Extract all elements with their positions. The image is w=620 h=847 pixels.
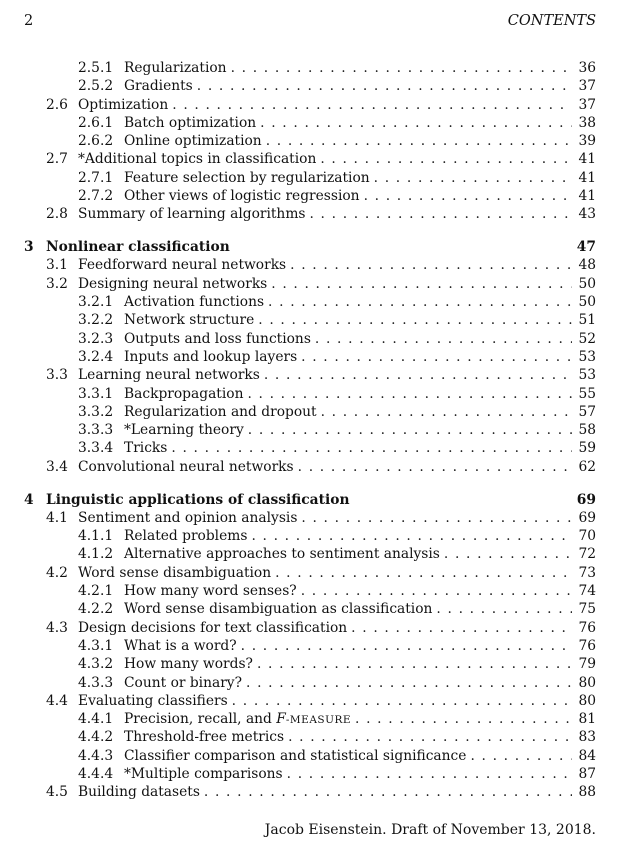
toc-dot-leader [301, 348, 572, 366]
toc-entry-number: 4.3.1 [78, 637, 114, 654]
toc-entry-title [124, 439, 171, 457]
toc-entry-title [124, 187, 364, 205]
toc-entry-title [124, 330, 315, 348]
toc-subsection-row[interactable] [24, 439, 596, 457]
toc-chapter-row[interactable] [24, 238, 596, 256]
toc-page-number: 52 [578, 330, 596, 347]
toc-entry-title-text: Backpropagation [124, 385, 244, 402]
toc-page-number: 87 [578, 765, 596, 782]
toc-entry-title-text: *Additional topics in classification [78, 151, 317, 168]
toc-entry-title [124, 403, 321, 421]
toc-page-number: 41 [578, 188, 596, 205]
toc-section-row[interactable] [24, 458, 596, 476]
toc-dot-leader [251, 527, 572, 545]
toc-page-number: 59 [578, 440, 596, 457]
toc-entry-number: 2.5.1 [78, 60, 114, 76]
toc-section-row[interactable] [24, 509, 596, 527]
toc-entry-title [124, 293, 268, 311]
toc-dot-leader [374, 169, 572, 187]
toc-page-number: 72 [578, 546, 596, 563]
toc-page-number: 80 [578, 674, 596, 691]
toc-subsection-row[interactable] [24, 765, 596, 783]
toc-page-number: 57 [578, 403, 596, 420]
toc-entry-title [78, 619, 351, 637]
toc-dot-leader [444, 545, 572, 563]
toc-dot-leader [298, 458, 572, 476]
toc-subsection-row[interactable] [24, 600, 596, 618]
toc-entry-title-text: Related problems [124, 528, 248, 545]
toc-page-number: 58 [578, 422, 596, 439]
toc-entry-title [124, 728, 288, 746]
toc-entry-title-text: Building datasets [78, 784, 200, 801]
toc-page-number: 55 [578, 385, 596, 402]
toc-dot-leader [436, 600, 572, 618]
toc-entry-number: 4.1 [46, 509, 68, 526]
toc-entry-title [78, 275, 271, 293]
toc-page-number: 50 [578, 275, 596, 292]
toc-entry-title [124, 421, 248, 439]
toc-dot-leader [287, 765, 572, 783]
toc-page-number: 76 [578, 637, 596, 654]
toc-entry-number: 4.4.4 [78, 765, 114, 782]
toc-entry-number: 4.1.2 [78, 546, 114, 563]
toc-dot-leader [204, 783, 572, 801]
toc-entry-number: 3.1 [46, 257, 68, 274]
toc-entry-title-text: Optimization [78, 96, 169, 113]
toc-entry-number: 3.2.1 [78, 294, 114, 311]
toc-entry-title-text: Convolutional neural networks [78, 458, 294, 475]
toc-entry-title-text: Outputs and loss functions [124, 330, 311, 347]
toc-entry-number: 2.7.2 [78, 188, 114, 205]
toc-dot-leader [290, 256, 572, 274]
toc-entry-title [78, 692, 232, 710]
toc-entry-number: 2.7.1 [78, 169, 114, 186]
toc-entry-title [46, 491, 353, 509]
table-of-contents [24, 59, 596, 802]
toc-entry-number: 3.3.4 [78, 440, 114, 457]
toc-entry-title [124, 311, 258, 329]
toc-entry-title-text: Learning neural networks [78, 367, 260, 384]
toc-entry-title [78, 205, 309, 223]
toc-entry-title-text: Evaluating classifiers [78, 692, 228, 709]
toc-dot-leader [315, 330, 572, 348]
toc-subsection-row[interactable] [24, 169, 596, 187]
toc-section-row[interactable] [24, 619, 596, 637]
toc-section-row[interactable] [24, 275, 596, 293]
toc-entry-title [124, 114, 260, 132]
toc-entry-number: 3.3.2 [78, 403, 114, 420]
toc-subsection-row[interactable] [24, 59, 596, 77]
toc-entry-title-text: Batch optimization [124, 114, 257, 131]
toc-entry-title [124, 765, 287, 783]
toc-entry-title [78, 458, 298, 476]
toc-subsection-row[interactable] [24, 132, 596, 150]
toc-entry-number: 4.2 [46, 564, 68, 581]
toc-dot-leader [271, 275, 572, 293]
toc-page-number: 41 [578, 169, 596, 186]
toc-entry-number: 3.2.3 [78, 330, 114, 347]
toc-entry-title-text: Online optimization [124, 133, 262, 150]
toc-page-number: 88 [578, 784, 596, 801]
toc-entry-title [78, 509, 301, 527]
toc-subsection-row[interactable] [24, 77, 596, 95]
toc-dot-leader [470, 747, 572, 765]
toc-entry-title [124, 747, 470, 765]
toc-entry-title [124, 77, 197, 95]
toc-page-number: 50 [578, 294, 596, 311]
toc-page-number: 47 [576, 239, 596, 256]
toc-entry-number: 3.4 [46, 458, 68, 475]
toc-dot-leader [231, 59, 572, 77]
toc-dot-leader [351, 619, 572, 637]
toc-dot-leader [197, 77, 572, 95]
page-footer: Jacob Eisenstein. Draft of November 13, 2018. [264, 822, 596, 838]
toc-entry-number: 2.6.1 [78, 114, 114, 131]
toc-section-row[interactable] [24, 205, 596, 223]
toc-entry-title [124, 385, 247, 403]
toc-entry-number: 3.3 [46, 367, 68, 384]
toc-dot-leader [321, 403, 572, 421]
toc-dot-leader [355, 710, 572, 728]
toc-dot-leader [288, 728, 572, 746]
toc-entry-number: 3 [24, 239, 34, 256]
toc-entry-number: 4.5 [46, 784, 68, 801]
toc-page-number: 73 [578, 564, 596, 581]
toc-page-number: 69 [576, 491, 596, 508]
toc-dot-leader [320, 150, 572, 168]
toc-entry-title [124, 59, 231, 77]
toc-page-number: 62 [578, 458, 596, 475]
toc-entry-title [124, 674, 246, 692]
toc-entry-title-text: Design decisions for text classification [78, 619, 348, 636]
toc-section-row[interactable] [24, 564, 596, 582]
toc-dot-leader [258, 311, 572, 329]
toc-entry-title [124, 348, 301, 366]
toc-entry-title-text: Gradients [124, 78, 193, 95]
toc-subsection-row[interactable] [24, 655, 596, 673]
toc-entry-title [124, 132, 266, 150]
toc-dot-leader [364, 187, 572, 205]
toc-entry-title [124, 637, 241, 655]
toc-entry-title-text: What is a word? [124, 637, 237, 654]
toc-entry-title-text: Activation functions [124, 294, 265, 311]
toc-page-number: 51 [578, 312, 596, 329]
toc-entry-number: 2.5.2 [78, 78, 114, 95]
toc-entry-number: 4.3 [46, 619, 68, 636]
toc-section-row[interactable] [24, 96, 596, 114]
toc-subsection-row[interactable] [24, 348, 596, 366]
toc-entry-title-text: *Learning theory [124, 422, 244, 439]
toc-subsection-row[interactable] [24, 710, 596, 728]
toc-entry-number: 4.3.3 [78, 674, 114, 691]
toc-page-number: 70 [578, 528, 596, 545]
toc-entry-title-text: Regularization [124, 60, 227, 76]
toc-entry-title-text: Threshold-free metrics [124, 729, 285, 746]
toc-dot-leader [260, 114, 572, 132]
toc-dot-leader [241, 637, 572, 655]
page-number: 2 [24, 13, 34, 29]
toc-entry-title-text: Tricks [124, 440, 168, 457]
toc-entry-title-math: F [276, 711, 286, 728]
toc-dot-leader [309, 205, 572, 223]
toc-page-number: 38 [578, 114, 596, 131]
toc-subsection-row[interactable] [24, 674, 596, 692]
toc-subsection-row[interactable] [24, 527, 596, 545]
toc-entry-title [78, 783, 204, 801]
toc-entry-number: 4.2.1 [78, 583, 114, 600]
toc-subsection-row[interactable] [24, 747, 596, 765]
toc-dot-leader [275, 564, 572, 582]
toc-chapter-row[interactable] [24, 491, 596, 509]
toc-entry-title [124, 169, 374, 187]
toc-subsection-row[interactable] [24, 330, 596, 348]
toc-subsection-row[interactable] [24, 187, 596, 205]
toc-page-number: 36 [578, 60, 596, 76]
toc-page-number: 53 [578, 367, 596, 384]
toc-entry-title [78, 366, 264, 384]
toc-page-number: 75 [578, 601, 596, 618]
toc-entry-number: 2.8 [46, 206, 68, 223]
toc-entry-number: 4.4.2 [78, 729, 114, 746]
toc-entry-title-text: Word sense disambiguation as classification [124, 601, 433, 618]
running-title: CONTENTS [507, 13, 596, 29]
toc-entry-title [124, 545, 444, 563]
toc-entry-title [78, 564, 275, 582]
toc-subsection-row[interactable] [24, 403, 596, 421]
toc-entry-title-text: Feedforward neural networks [78, 257, 287, 274]
toc-subsection-row[interactable] [24, 637, 596, 655]
toc-subsection-row[interactable] [24, 545, 596, 563]
toc-dot-leader [266, 132, 572, 150]
toc-section-row[interactable] [24, 366, 596, 384]
toc-entry-title-text: Precision, recall, and [124, 711, 277, 728]
toc-entry-number: 4.1.1 [78, 528, 114, 545]
toc-entry-title-text: How many words? [124, 656, 253, 673]
toc-entry-title [124, 600, 436, 618]
toc-page-number: 37 [578, 78, 596, 95]
toc-entry-title-text: Word sense disambiguation [78, 564, 272, 581]
toc-entry-title-text: How many word senses? [124, 583, 297, 600]
toc-page-number: 79 [578, 656, 596, 673]
toc-entry-title-text: Classifier comparison and statistical significance [124, 747, 467, 764]
toc-entry-title-text: Regularization and dropout [124, 403, 317, 420]
toc-page-number: 69 [578, 509, 596, 526]
toc-subsection-row[interactable] [24, 385, 596, 403]
toc-entry-title-text: Sentiment and opinion analysis [78, 509, 298, 526]
toc-entry-title-text: Designing neural networks [78, 275, 268, 292]
toc-entry-title-text: Inputs and lookup layers [124, 348, 298, 365]
toc-page-number: 43 [578, 206, 596, 223]
toc-entry-number: 3.3.3 [78, 422, 114, 439]
toc-entry-title [78, 96, 172, 114]
toc-page-number: 84 [578, 747, 596, 764]
toc-dot-leader [172, 96, 572, 114]
toc-entry-title-text: Network structure [124, 312, 255, 329]
toc-entry-number: 3.2 [46, 275, 68, 292]
toc-subsection-row[interactable] [24, 311, 596, 329]
toc-section-row[interactable] [24, 783, 596, 801]
toc-entry-number: 3.3.1 [78, 385, 114, 402]
toc-dot-leader [301, 509, 572, 527]
toc-entry-title-text: Summary of learning algorithms [78, 206, 306, 223]
toc-page-number: 41 [578, 151, 596, 168]
toc-entry-title-text: Linguistic applications of classification [46, 491, 350, 508]
toc-entry-number: 3.2.4 [78, 348, 114, 365]
toc-entry-number: 4.2.2 [78, 601, 114, 618]
toc-entry-title [124, 582, 301, 600]
toc-dot-leader [247, 385, 572, 403]
toc-dot-leader [248, 421, 572, 439]
toc-entry-title-text: Nonlinear classification [46, 239, 230, 256]
toc-dot-leader [246, 674, 572, 692]
toc-entry-title-smallcaps: -MEASURE [285, 714, 352, 727]
toc-page-number: 76 [578, 619, 596, 636]
toc-entry-title-text: Other views of logistic regression [124, 188, 360, 205]
toc-subsection-row[interactable] [24, 728, 596, 746]
toc-entry-number: 4.4 [46, 692, 68, 709]
toc-entry-number: 2.6.2 [78, 133, 114, 150]
toc-entry-title [124, 655, 257, 673]
toc-page-number: 83 [578, 729, 596, 746]
toc-page-number: 48 [578, 257, 596, 274]
toc-page-number: 37 [578, 96, 596, 113]
toc-dot-leader [171, 439, 572, 457]
toc-page-number: 80 [578, 692, 596, 709]
toc-section-row[interactable] [24, 150, 596, 168]
toc-subsection-row[interactable] [24, 421, 596, 439]
toc-entry-number: 4.3.2 [78, 656, 114, 673]
toc-page-number: 53 [578, 348, 596, 365]
toc-section-row[interactable] [24, 692, 596, 710]
toc-dot-leader [257, 655, 572, 673]
toc-entry-number: 4.4.3 [78, 747, 114, 764]
toc-entry-title [124, 527, 251, 545]
toc-entry-number: 3.2.2 [78, 312, 114, 329]
toc-subsection-row[interactable] [24, 582, 596, 600]
toc-entry-title [124, 710, 355, 729]
toc-entry-title-text: Count or binary? [124, 674, 242, 691]
toc-page-number: 74 [578, 583, 596, 600]
toc-dot-leader [301, 582, 572, 600]
toc-section-row[interactable] [24, 256, 596, 274]
toc-dot-leader [264, 366, 572, 384]
toc-entry-title [78, 150, 320, 168]
toc-entry-number: 4.4.1 [78, 711, 114, 728]
toc-subsection-row[interactable] [24, 293, 596, 311]
toc-entry-title-text: Feature selection by regularization [124, 169, 370, 186]
toc-entry-number: 2.6 [46, 96, 68, 113]
toc-entry-title [78, 256, 290, 274]
toc-entry-number: 4 [24, 491, 34, 508]
toc-dot-leader [268, 293, 572, 311]
toc-entry-title-text: Alternative approaches to sentiment analysis [124, 546, 440, 563]
toc-page-number: 81 [578, 711, 596, 728]
toc-subsection-row[interactable] [24, 114, 596, 132]
toc-page-number: 39 [578, 133, 596, 150]
toc-entry-title-text: *Multiple comparisons [124, 765, 283, 782]
toc-entry-number: 2.7 [46, 151, 68, 168]
toc-entry-title [46, 238, 234, 256]
toc-dot-leader [232, 692, 572, 710]
